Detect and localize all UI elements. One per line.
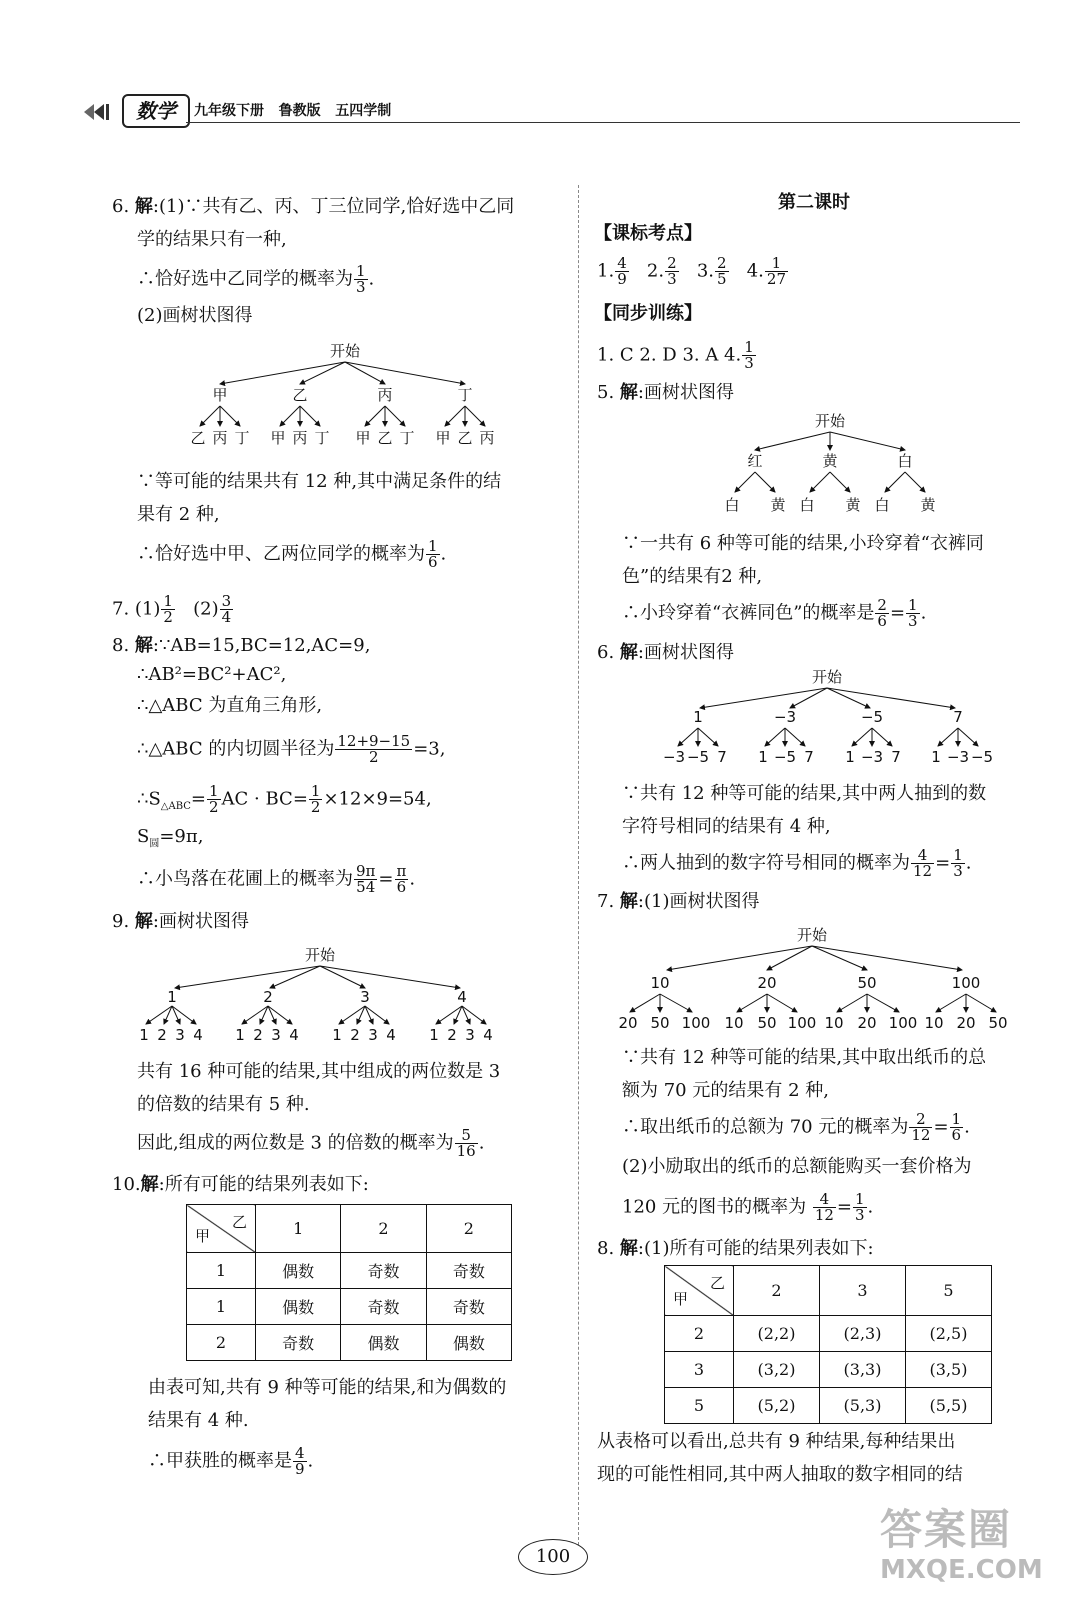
tree-diagram-right-p7 [612,920,1012,1035]
tree-leaf: 1 [429,1026,439,1044]
tree-diagram-right-p6 [620,666,1000,766]
tree-leaf: −3 [860,748,884,766]
left-p9-line2: 共有 16 种可能的结果,其中组成的两位数是 3 [137,1061,501,1082]
tree-node: 10 [650,974,670,992]
tree-root: 开始 [329,342,361,360]
tree-leaf: 黄 [845,496,861,514]
tree-leaf: 20 [857,1014,877,1032]
tree-leaf: 3 [271,1026,281,1044]
left-p8-line4: ∴△ABC 的内切圆半径为 $\frac{12+9-15}{2}$ =3, [137,732,446,766]
right-p5-line4: ∴小玲穿着“衣裤同色”的概率是 $\frac{2}{6}$ = $\frac{1}{3}$ . [622,596,927,630]
left-p8-line3: ∴△ABC 为直角三角形, [137,695,323,716]
tree-diagram-left-p6 [170,340,520,450]
tree-leaf: 丁 [234,429,250,447]
left-p6-line1: 6. 解:(1)∵共有乙、丙、丁三位同学,恰好选中乙同 [112,196,515,217]
tree-leaf: 乙 [377,429,393,447]
right-p7-line6: 120 元的图书的概率为 $\frac{4}{12}$ = $\frac{1}{3}$ . [622,1190,874,1224]
tb-label: 【同步训练】 [594,303,702,324]
tree-leaf: 50 [988,1014,1008,1032]
tree-leaf: 100 [787,1014,817,1032]
left-p8-line6: $S_圆=9\pi$, [137,826,204,850]
right-p8-line2: 从表格可以看出,总共有 9 种结果,每种结果出 [597,1431,956,1452]
tree-leaf: 1 [235,1026,245,1044]
tree-leaf: −3 [946,748,970,766]
header-arrow-icon [80,100,120,124]
tree-leaf: 10 [824,1014,844,1032]
table-row: 3 (3,2) (3,3) (3,5) [665,1352,992,1388]
left-p8-line5: $\therefore S_{\triangle ABC}=$ $\frac{1}{2}$ AC · BC= $\frac{1}{2}$ ×12×9=54, [137,782,432,816]
header-edition: 鲁教版 [278,103,321,119]
right-p5-line1: 5. 解:画树状图得 [597,382,734,403]
tree-node: 丙 [377,386,393,404]
tree-leaf: 100 [681,1014,711,1032]
tree-root: 开始 [811,668,843,686]
result-table-left [186,1204,512,1361]
header-rule [186,122,1020,123]
tree-node: −5 [860,708,884,726]
tree-node: 红 [747,452,763,470]
left-p6-line6: 果有 2 种, [137,504,220,525]
tree-node: 黄 [822,452,838,470]
left-p6-line7: ∴恰好选中甲、乙两位同学的概率为 $\frac{1}{6}$ . [137,537,447,571]
table-col-header: 3 [820,1266,906,1316]
tb-answers: 1. C 2. D 3. A 4. $\frac{1}{3}$ [597,338,754,372]
tree-leaf: 白 [874,496,890,514]
tree-diagram-right-p5 [710,410,970,520]
tree-leaf: 丙 [292,429,308,447]
table-row: 2 奇数 偶数 偶数 [187,1325,512,1361]
tree-node: 1 [693,708,703,726]
tree-leaf: 4 [289,1026,299,1044]
tree-leaf: 1 [139,1026,149,1044]
column-divider [578,185,579,1545]
tree-leaf: 甲 [435,429,451,447]
tree-leaf: 4 [483,1026,493,1044]
right-p7-line4: ∴取出纸币的总额为 70 元的概率为 $\frac{2}{12}$ = $\frac{1}{6}$ . [622,1110,970,1144]
right-p7-line3: 额为 70 元的结果有 2 种, [622,1080,829,1101]
kb-answers: 1. $\frac{4}{9}$ 2. $\frac{2}{3}$ 3. $\frac{2}{5}$ 4. $\frac{1}{27}$ [597,254,786,288]
watermark-logo: 答案圈 MXQE.COM [880,1505,1043,1585]
left-p9-line1: 9. 解:画树状图得 [112,911,249,932]
tree-leaf: 丙 [479,429,495,447]
table-col-header: 2 [734,1266,820,1316]
left-p10-line3: 结果有 4 种. [148,1410,249,1431]
left-p10-line4: ∴甲获胜的概率是 $\frac{4}{9}$ . [148,1444,314,1478]
tree-leaf: 甲 [270,429,286,447]
table-col-header: 2 [341,1205,426,1253]
tree-leaf: 1 [332,1026,342,1044]
tree-node: 乙 [292,386,308,404]
page-header [80,94,1020,130]
section-title: 第二课时 [778,192,850,213]
table-col-header: 2 [426,1205,511,1253]
tree-leaf: 2 [350,1026,360,1044]
table-row: 2 (2,2) (2,3) (2,5) [665,1316,992,1352]
table-col-header: 5 [906,1266,992,1316]
tree-leaf: 丁 [314,429,330,447]
tree-node: 3 [360,988,370,1006]
tree-leaf: −5 [970,748,994,766]
page-number: 100 [518,1539,588,1575]
tree-leaf: 7 [717,748,727,766]
left-p6-line4: (2)画树状图得 [137,305,253,326]
tree-node: 50 [857,974,877,992]
tree-leaf: 3 [465,1026,475,1044]
tree-node: 白 [897,452,913,470]
left-p10-line2: 由表可知,共有 9 种等可能的结果,和为偶数的 [148,1377,507,1398]
tree-leaf: 3 [368,1026,378,1044]
tree-node: 20 [757,974,777,992]
tree-leaf: 白 [724,496,740,514]
tree-leaf: 乙 [190,429,206,447]
left-p8-line1: 8. 解:∵AB=15,BC=12,AC=9, [112,635,371,656]
table-corner: 乙 甲 [665,1266,734,1316]
right-p5-line3: 色”的结果有2 种, [622,566,763,587]
tree-leaf: 2 [157,1026,167,1044]
tree-leaf: 黄 [920,496,936,514]
left-p7: 7. (1) $\frac{1}{2}$ (2) $\frac{3}{4}$ [112,592,232,626]
right-p7-line2: ∵共有 12 种等可能的结果,其中取出纸币的总 [622,1047,987,1068]
tree-node: 1 [167,988,177,1006]
left-p8-line7: ∴小鸟落在花圃上的概率为 $\frac{9\pi}{54}$ = $\frac{\pi}{6}$ . [137,862,416,896]
tree-leaf: 10 [924,1014,944,1032]
tree-node: 2 [263,988,273,1006]
tree-leaf: 1 [845,748,855,766]
tree-leaf: −5 [773,748,797,766]
tree-leaf: 2 [447,1026,457,1044]
tree-leaf: 3 [175,1026,185,1044]
tree-leaf: 20 [956,1014,976,1032]
right-p6-line1: 6. 解:画树状图得 [597,642,734,663]
tree-leaf: 4 [193,1026,203,1044]
tree-leaf: 4 [386,1026,396,1044]
table-row: 1 偶数 奇数 奇数 [187,1289,512,1325]
tree-leaf: 100 [888,1014,918,1032]
tree-node: 丁 [457,386,473,404]
tree-leaf: −3 [662,748,686,766]
tree-node: 4 [457,988,467,1006]
table-row: 1 偶数 奇数 奇数 [187,1253,512,1289]
tree-leaf: 7 [804,748,814,766]
tree-leaf: 甲 [355,429,371,447]
tree-node: 7 [953,708,963,726]
right-p8-line3: 现的可能性相同,其中两人抽取的数字相同的结 [597,1464,963,1485]
tree-leaf: 10 [724,1014,744,1032]
tree-root: 开始 [796,926,828,944]
result-table-right [664,1265,992,1424]
tree-diagram-left-p9 [130,944,510,1044]
left-p10-line1: 10.解:所有可能的结果列表如下: [112,1174,369,1195]
left-p6-line3: ∴恰好选中乙同学的概率为 $\frac{1}{3}$ . [137,262,375,296]
right-p6-line3: 字符号相同的结果有 4 种, [622,816,831,837]
right-p5-line2: ∵一共有 6 种等可能的结果,小玲穿着“衣裤同 [622,533,984,554]
tree-root: 开始 [304,946,336,964]
tree-leaf: 乙 [457,429,473,447]
tree-node: 100 [951,974,981,992]
tree-leaf: 黄 [770,496,786,514]
table-corner: 乙 甲 [187,1205,256,1253]
kb-label: 【课标考点】 [594,223,702,244]
tree-leaf: 丁 [399,429,415,447]
left-p9-line3: 的倍数的结果有 5 种. [137,1094,310,1115]
tree-leaf: 7 [891,748,901,766]
tree-leaf: 2 [253,1026,263,1044]
right-p7-line5: (2)小励取出的纸币的总额能购买一套价格为 [622,1156,972,1177]
tree-leaf: 50 [650,1014,670,1032]
tree-node: −3 [773,708,797,726]
tree-leaf: 20 [618,1014,638,1032]
right-p6-line2: ∵共有 12 种等可能的结果,其中两人抽到的数 [622,783,987,804]
left-p8-line2: ∴AB²=BC²+AC², [137,664,287,685]
left-p6-line2: 学的结果只有一种, [137,229,287,250]
right-p8-line1: 8. 解:(1)所有可能的结果列表如下: [597,1238,874,1259]
header-grade: 九年级下册 [194,103,264,119]
tree-node: 甲 [212,386,228,404]
left-p6-line5: ∵等可能的结果共有 12 种,其中满足条件的结 [137,471,502,492]
table-col-header: 1 [256,1205,341,1253]
right-p6-line4: ∴两人抽到的数字符号相同的概率为 $\frac{4}{12}$ = $\frac{1}{3}$ . [622,846,972,880]
header-system: 五四学制 [335,103,392,119]
right-p7-line1: 7. 解:(1)画树状图得 [597,891,760,912]
left-p9-line4: 因此,组成的两位数是 3 的倍数的概率为 $\frac{5}{16}$ . [137,1126,485,1160]
tree-root: 开始 [814,412,846,430]
tree-leaf: 1 [758,748,768,766]
tree-leaf: 白 [799,496,815,514]
tree-leaf: 50 [757,1014,777,1032]
tree-leaf: −5 [686,748,710,766]
tree-leaf: 丙 [212,429,228,447]
table-row: 5 (5,2) (5,3) (5,5) [665,1388,992,1424]
subject-badge: 数学 [122,94,190,128]
tree-leaf: 1 [931,748,941,766]
